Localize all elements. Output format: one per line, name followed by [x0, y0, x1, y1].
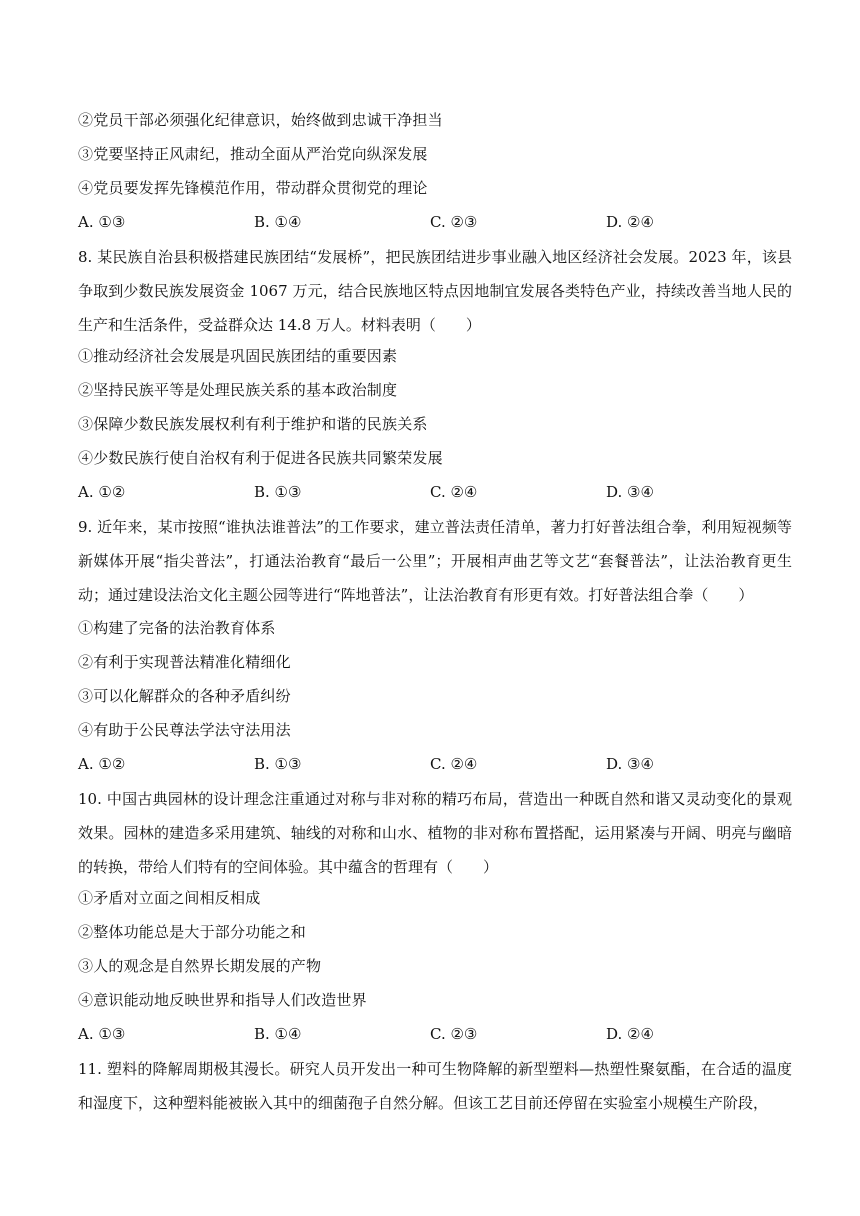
choice-c[interactable]: C. ②④	[430, 483, 478, 501]
question-8-statement-1: ①推动经济社会发展是巩固民族团结的重要因素	[78, 347, 398, 365]
question-9-choices	[78, 754, 792, 774]
question-8-statement-2: ②坚持民族平等是处理民族关系的基本政治制度	[78, 381, 398, 399]
choice-a[interactable]: A. ①③	[78, 213, 126, 231]
option-statement-4: ④党员要发挥先锋模范作用，带动群众贯彻党的理论	[78, 179, 428, 197]
choice-d[interactable]: D. ③④	[606, 755, 654, 773]
option-statement-2: ②党员干部必须强化纪律意识，始终做到忠诚干净担当	[78, 111, 443, 129]
question-9-statement-4: ④有助于公民尊法学法守法用法	[78, 721, 291, 739]
choice-b[interactable]: B. ①③	[254, 483, 302, 501]
choice-a[interactable]: A. ①②	[78, 755, 126, 773]
choice-b[interactable]: B. ①③	[254, 755, 302, 773]
choice-b[interactable]: B. ①④	[254, 213, 302, 231]
question-10-statement-1: ①矛盾对立面之间相反相成	[78, 889, 261, 907]
question-10-stem: 10. 中国古典园林的设计理念注重通过对称与非对称的精巧布局，营造出一种既自然和谐又灵动变化的景观效果。园林的建造多采用建筑、轴线的对称和山水、植物的非对称布置搭配，运用紧凑与开阔、明亮与幽暗的转换，带给人们特有的空间体验。其中蕴含的哲理有（ ）	[78, 790, 792, 876]
choice-a[interactable]: A. ①③	[78, 1025, 126, 1043]
question-11-stem: 11. 塑料的降解周期极其漫长。研究人员开发出一种可生物降解的新型塑料—热塑性聚氨酯，在合适的温度和湿度下，这种塑料能被嵌入其中的细菌孢子自然分解。但该工艺目前还停留在实验室小规模生产阶段，	[78, 1060, 792, 1112]
question-8-statement-3: ③保障少数民族发展权利有利于维护和谐的民族关系	[78, 415, 428, 433]
choice-c[interactable]: C. ②③	[430, 1025, 478, 1043]
question-9-statement-1: ①构建了完备的法治教育体系	[78, 619, 276, 637]
question-10-statement-3: ③人的观念是自然界长期发展的产物	[78, 957, 322, 975]
choice-c[interactable]: C. ②③	[430, 213, 478, 231]
choice-c[interactable]: C. ②④	[430, 755, 478, 773]
choice-d[interactable]: D. ②④	[606, 213, 654, 231]
choice-d[interactable]: D. ②④	[606, 1025, 654, 1043]
option-statement-3: ③党要坚持正风肃纪，推动全面从严治党向纵深发展	[78, 145, 428, 163]
choice-a[interactable]: A. ①②	[78, 483, 126, 501]
question-9-stem: 9. 近年来，某市按照“谁执法谁普法”的工作要求，建立普法责任清单，著力打好普法组合拳，利用短视频等新媒体开展“指尖普法”，打通法治教育“最后一公里”；开展相声曲艺等文艺“套餐普法”，让法治教育更生动；通过建设法治文化主题公园等进行“阵地普法”，让法治教育有形更有效。打好普法组合拳（ ）	[78, 518, 792, 604]
question-8-choices	[78, 482, 792, 502]
choice-d[interactable]: D. ③④	[606, 483, 654, 501]
answer-choices	[78, 212, 792, 232]
question-10-choices	[78, 1024, 792, 1044]
question-10-statement-2: ②整体功能总是大于部分功能之和	[78, 923, 307, 941]
question-8-stem: 8. 某民族自治县积极搭建民族团结“发展桥”，把民族团结进步事业融入地区经济社会发展。2023 年，该县争取到少数民族发展资金 1067 万元，结合民族地区特点因地制宜发展各类特色产业，持续改善当地人民的生产和生活条件，受益群众达 14.8 万人。材料表明（ ）	[78, 248, 792, 334]
question-9-statement-3: ③可以化解群众的各种矛盾纠纷	[78, 687, 291, 705]
question-8-statement-4: ④少数民族行使自治权有利于促进各民族共同繁荣发展	[78, 449, 443, 467]
choice-b[interactable]: B. ①④	[254, 1025, 302, 1043]
question-9-statement-2: ②有利于实现普法精准化精细化	[78, 653, 291, 671]
question-10-statement-4: ④意识能动地反映世界和指导人们改造世界	[78, 991, 367, 1009]
